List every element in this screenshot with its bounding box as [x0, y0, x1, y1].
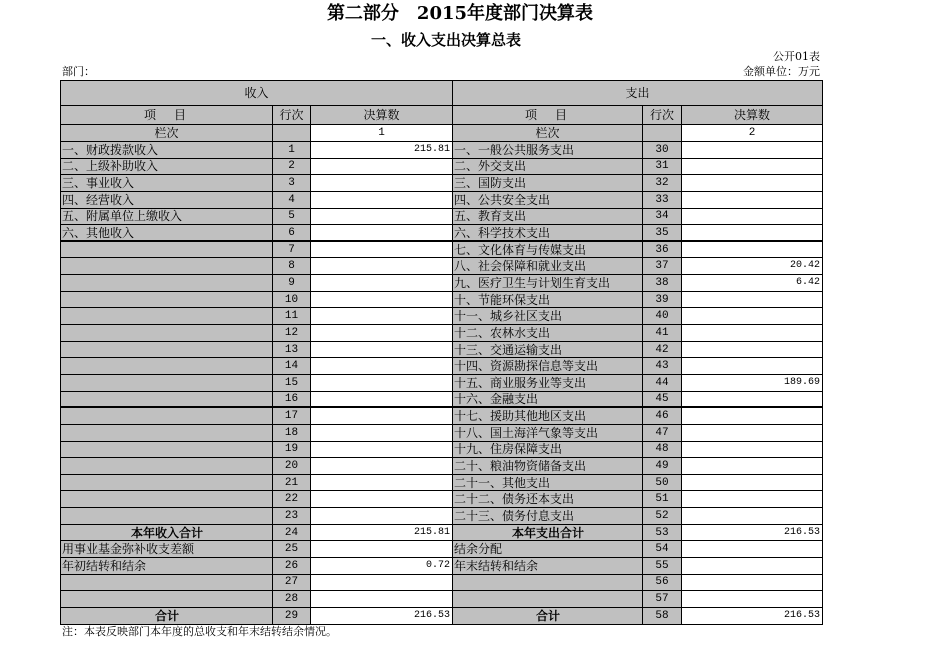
income-amount [311, 491, 453, 508]
income-line-no: 22 [273, 491, 311, 508]
income-amount [311, 175, 453, 192]
income-line-no: 7 [273, 242, 311, 259]
expense-amount [682, 325, 823, 342]
expense-item [453, 591, 643, 608]
income-amount [311, 458, 453, 475]
expense-line-no: 45 [643, 392, 682, 409]
expense-amount [682, 242, 823, 259]
expense-item: 二十二、债务还本支出 [453, 491, 643, 508]
form-number: 公开01表 [773, 50, 820, 63]
table-note: 注：本表反映部门本年度的总收支和年末结转结余情况。 [62, 625, 337, 638]
income-amount [311, 209, 453, 226]
expense-line-no: 49 [643, 458, 682, 475]
income-item: 三、事业收入 [61, 175, 273, 192]
expense-line-no: 56 [643, 575, 682, 592]
income-line-no: 28 [273, 591, 311, 608]
income-item: 五、附属单位上缴收入 [61, 209, 273, 226]
income-amount [311, 541, 453, 558]
expense-amount [682, 458, 823, 475]
income-line-no: 23 [273, 508, 311, 525]
income-line-no: 4 [273, 192, 311, 209]
expense-amount [682, 175, 823, 192]
expense-amount [682, 159, 823, 176]
expense-line-no: 36 [643, 242, 682, 259]
income-section-header: 收入 [61, 81, 453, 106]
income-line-no: 20 [273, 458, 311, 475]
expense-amount [682, 425, 823, 442]
income-item: 六、其他收入 [61, 225, 273, 242]
expense-item [453, 575, 643, 592]
income-amount-header: 决算数 [311, 106, 453, 125]
expense-item: 九、医疗卫生与计划生育支出 [453, 275, 643, 292]
income-amount: 216.53 [311, 608, 453, 625]
expense-amount: 189.69 [682, 375, 823, 392]
income-amount: 215.81 [311, 142, 453, 159]
income-item [61, 358, 273, 375]
expense-amount [682, 192, 823, 209]
expense-amount [682, 392, 823, 409]
income-amount: 0.72 [311, 558, 453, 575]
income-line-no: 25 [273, 541, 311, 558]
expense-line-no: 39 [643, 292, 682, 309]
income-item [61, 258, 273, 275]
budget-table [60, 80, 823, 625]
expense-line-no: 50 [643, 475, 682, 492]
expense-item: 十八、国土海洋气象等支出 [453, 425, 643, 442]
expense-line-no: 55 [643, 558, 682, 575]
income-amount [311, 192, 453, 209]
income-amount [311, 342, 453, 359]
expense-item: 年末结转和结余 [453, 558, 643, 575]
expense-amount-header: 决算数 [682, 106, 823, 125]
income-line-no: 3 [273, 175, 311, 192]
income-amount [311, 591, 453, 608]
expense-amount [682, 225, 823, 242]
expense-line-no: 31 [643, 159, 682, 176]
income-item [61, 591, 273, 608]
expense-item: 六、科学技术支出 [453, 225, 643, 242]
income-item: 年初结转和结余 [61, 558, 273, 575]
income-item [61, 375, 273, 392]
expense-column-label: 栏次 [453, 125, 643, 142]
department-label: 部门： [62, 65, 95, 78]
page-title: 第二部分 2015年度部门决算表 [326, 3, 594, 24]
income-amount: 215.81 [311, 525, 453, 542]
income-item [61, 442, 273, 459]
expense-line-no: 33 [643, 192, 682, 209]
expense-line-no-header: 行次 [643, 106, 682, 125]
expense-section-header: 支出 [453, 81, 823, 106]
amount-unit-label: 金额单位：万元 [743, 65, 820, 78]
expense-amount: 20.42 [682, 258, 823, 275]
income-item [61, 242, 273, 259]
expense-item: 七、文化体育与传媒支出 [453, 242, 643, 259]
expense-line-no: 41 [643, 325, 682, 342]
expense-amount [682, 408, 823, 425]
income-amount [311, 159, 453, 176]
expense-item: 一、一般公共服务支出 [453, 142, 643, 159]
income-amount [311, 308, 453, 325]
income-line-no: 24 [273, 525, 311, 542]
income-amount [311, 575, 453, 592]
expense-line-no: 46 [643, 408, 682, 425]
income-item-header: 项 目 [61, 106, 273, 125]
expense-item: 二、外交支出 [453, 159, 643, 176]
income-item: 二、上级补助收入 [61, 159, 273, 176]
expense-column-number: 2 [682, 125, 823, 142]
income-line-no: 5 [273, 209, 311, 226]
income-item [61, 475, 273, 492]
table-title: 一、收入支出决算总表 [370, 31, 521, 49]
income-column-label-blank [273, 125, 311, 142]
income-amount [311, 358, 453, 375]
expense-item: 八、社会保障和就业支出 [453, 258, 643, 275]
expense-amount [682, 209, 823, 226]
expense-line-no: 38 [643, 275, 682, 292]
expense-amount [682, 358, 823, 375]
income-line-no: 26 [273, 558, 311, 575]
expense-item: 十二、农林水支出 [453, 325, 643, 342]
income-amount [311, 225, 453, 242]
income-line-no: 2 [273, 159, 311, 176]
expense-item: 四、公共安全支出 [453, 192, 643, 209]
expense-column-label-blank [643, 125, 682, 142]
expense-item: 结余分配 [453, 541, 643, 558]
income-amount [311, 375, 453, 392]
income-item [61, 308, 273, 325]
income-amount [311, 275, 453, 292]
income-line-no: 27 [273, 575, 311, 592]
income-line-no: 8 [273, 258, 311, 275]
expense-line-no: 34 [643, 209, 682, 226]
expense-item: 十一、城乡社区支出 [453, 308, 643, 325]
income-line-no-header: 行次 [273, 106, 311, 125]
income-item [61, 458, 273, 475]
expense-line-no: 30 [643, 142, 682, 159]
income-line-no: 9 [273, 275, 311, 292]
expense-line-no: 40 [643, 308, 682, 325]
income-item [61, 392, 273, 409]
income-line-no: 18 [273, 425, 311, 442]
income-item: 一、财政拨款收入 [61, 142, 273, 159]
income-item [61, 425, 273, 442]
expense-line-no: 32 [643, 175, 682, 192]
income-amount [311, 325, 453, 342]
income-line-no: 10 [273, 292, 311, 309]
income-item [61, 575, 273, 592]
expense-item: 十、节能环保支出 [453, 292, 643, 309]
income-line-no: 29 [273, 608, 311, 625]
expense-item: 本年支出合计 [453, 525, 643, 542]
income-line-no: 14 [273, 358, 311, 375]
expense-amount [682, 575, 823, 592]
income-amount [311, 425, 453, 442]
expense-amount [682, 541, 823, 558]
income-item: 四、经营收入 [61, 192, 273, 209]
income-line-no: 21 [273, 475, 311, 492]
expense-item: 十六、金融支出 [453, 392, 643, 409]
expense-line-no: 47 [643, 425, 682, 442]
expense-line-no: 53 [643, 525, 682, 542]
expense-line-no: 54 [643, 541, 682, 558]
expense-item: 五、教育支出 [453, 209, 643, 226]
income-amount [311, 292, 453, 309]
income-item [61, 491, 273, 508]
expense-line-no: 48 [643, 442, 682, 459]
income-amount [311, 408, 453, 425]
income-amount [311, 475, 453, 492]
income-item [61, 508, 273, 525]
expense-item: 十三、交通运输支出 [453, 342, 643, 359]
income-line-no: 11 [273, 308, 311, 325]
expense-amount [682, 558, 823, 575]
expense-item: 二十、粮油物资储备支出 [453, 458, 643, 475]
income-line-no: 12 [273, 325, 311, 342]
income-item [61, 275, 273, 292]
expense-amount [682, 475, 823, 492]
expense-item: 十九、住房保障支出 [453, 442, 643, 459]
expense-line-no: 35 [643, 225, 682, 242]
expense-line-no: 44 [643, 375, 682, 392]
income-item [61, 342, 273, 359]
expense-item: 二十一、其他支出 [453, 475, 643, 492]
income-item: 合计 [61, 608, 273, 625]
expense-line-no: 37 [643, 258, 682, 275]
expense-item: 十五、商业服务业等支出 [453, 375, 643, 392]
expense-amount: 216.53 [682, 608, 823, 625]
income-item: 用事业基金弥补收支差额 [61, 541, 273, 558]
income-item: 本年收入合计 [61, 525, 273, 542]
income-line-no: 13 [273, 342, 311, 359]
expense-amount [682, 292, 823, 309]
income-column-number: 1 [311, 125, 453, 142]
expense-amount [682, 508, 823, 525]
expense-line-no: 43 [643, 358, 682, 375]
expense-item: 十七、援助其他地区支出 [453, 408, 643, 425]
income-amount [311, 442, 453, 459]
income-amount [311, 258, 453, 275]
expense-item-header: 项 目 [453, 106, 643, 125]
expense-item: 合计 [453, 608, 643, 625]
income-line-no: 1 [273, 142, 311, 159]
income-amount [311, 392, 453, 409]
expense-line-no: 51 [643, 491, 682, 508]
income-item [61, 325, 273, 342]
income-amount [311, 508, 453, 525]
income-line-no: 6 [273, 225, 311, 242]
expense-amount [682, 308, 823, 325]
expense-line-no: 52 [643, 508, 682, 525]
expense-amount [682, 342, 823, 359]
income-line-no: 16 [273, 392, 311, 409]
income-item [61, 292, 273, 309]
expense-item: 三、国防支出 [453, 175, 643, 192]
income-column-label: 栏次 [61, 125, 273, 142]
expense-line-no: 42 [643, 342, 682, 359]
expense-amount [682, 591, 823, 608]
expense-line-no: 58 [643, 608, 682, 625]
expense-amount [682, 442, 823, 459]
expense-amount [682, 491, 823, 508]
income-item [61, 408, 273, 425]
expense-item: 十四、资源勘探信息等支出 [453, 358, 643, 375]
income-line-no: 15 [273, 375, 311, 392]
expense-amount: 216.53 [682, 525, 823, 542]
expense-amount [682, 142, 823, 159]
income-line-no: 17 [273, 408, 311, 425]
expense-item: 二十三、债务付息支出 [453, 508, 643, 525]
income-amount [311, 242, 453, 259]
expense-amount: 6.42 [682, 275, 823, 292]
expense-line-no: 57 [643, 591, 682, 608]
income-line-no: 19 [273, 442, 311, 459]
